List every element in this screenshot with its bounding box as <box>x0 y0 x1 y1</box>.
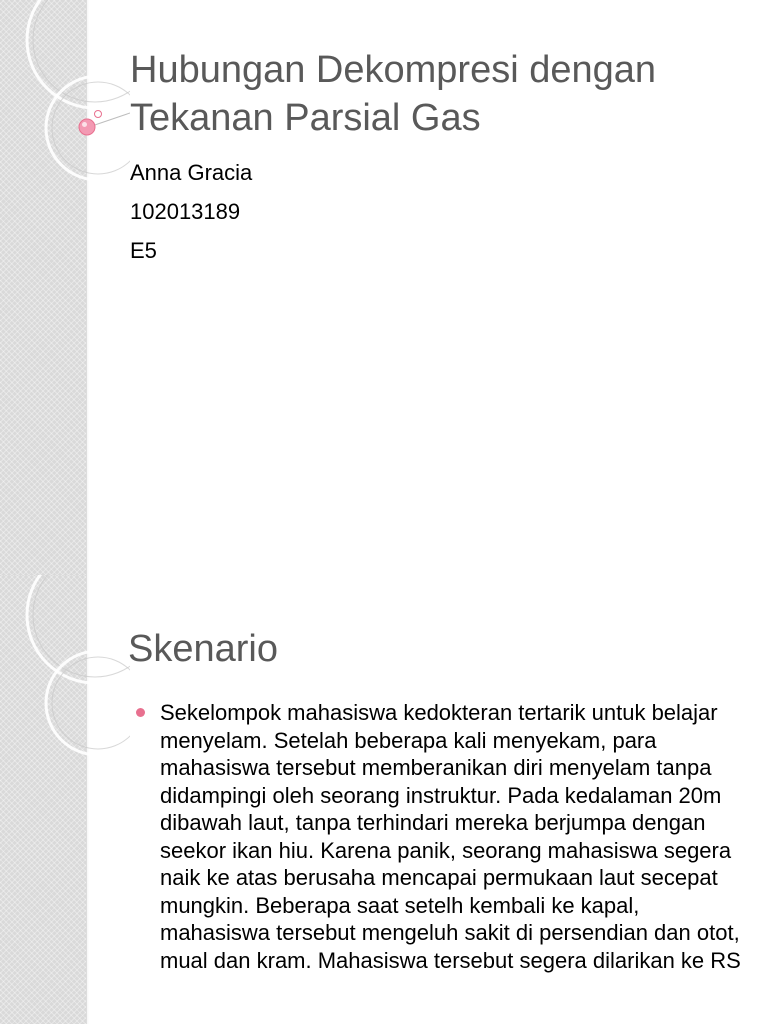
student-id: 102013189 <box>130 199 241 224</box>
class-code: E5 <box>130 238 157 263</box>
author-name: Anna Gracia <box>130 160 253 185</box>
slide-title: Skenario <box>128 628 278 670</box>
slide-sidebar <box>0 575 87 1024</box>
list-item <box>130 699 750 974</box>
bullet-dot-icon <box>136 708 145 717</box>
small-bead-icon <box>95 111 102 118</box>
slide-title: Hubungan Dekompresi dengan Tekanan Parsial Gas <box>130 49 657 139</box>
slide-sidebar <box>0 0 87 575</box>
bullet-list <box>130 699 750 974</box>
bullet-text: Sekelompok mahasiswa kedokteran tertarik untuk belajar menyelam. Setelah beberapa kali menyekam, para mahasiswa tersebut memberanikan diri menyelam tanpa didampingi oleh seorang instruktur. Pada kedalaman 20m dibawah laut, tanpa terhindari mereka berjumpa dengan seekor ikan hiu. Karena panik, seorang mahasiswa segera naik ke atas berusaha mencapai permukaan laut secepat mungkin. Beberapa saat setelh kembali ke kapal, mahasiswa tersebut mengeluh sakit di persendian dan otot, mual dan kram. Mahasiswa tersebut segera dilarikan ke RS <box>160 700 741 973</box>
subtitle-block <box>130 156 730 273</box>
scenario-slide <box>0 575 768 1024</box>
